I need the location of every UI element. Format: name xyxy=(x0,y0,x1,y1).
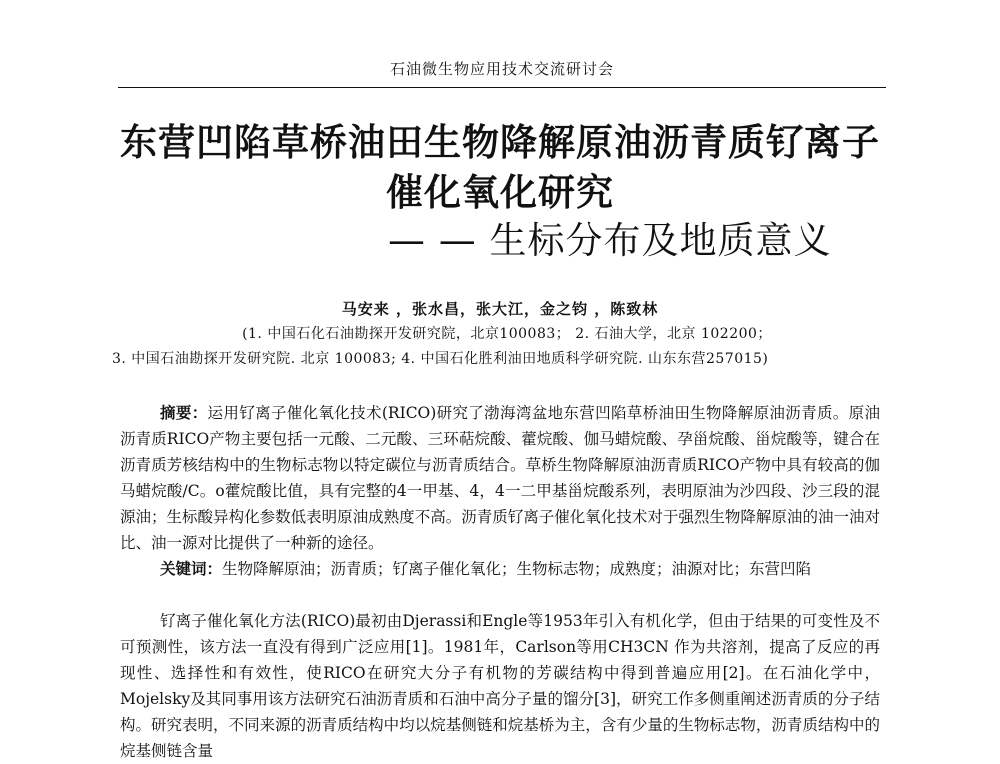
abstract-label: 摘要： xyxy=(160,404,208,422)
abstract xyxy=(120,400,880,556)
running-header: 石油微生物应用技术交流研讨会 xyxy=(118,58,886,88)
paper-subtitle: — — 生标分布及地质意义 xyxy=(388,219,832,262)
keywords-text: 生物降解原油；沥青质；钌离子催化氧化；生物标志物；成熟度；油源对比；东营凹陷 xyxy=(222,560,812,578)
keywords xyxy=(120,556,880,582)
affiliation-line-2: 3. 中国石油勘探开发研究院. 北京 100083; 4. 中国石化胜利油田地质科学研究院. 山东东营257015) xyxy=(112,351,769,367)
keywords-label: 关键词： xyxy=(160,560,223,578)
intro-paragraph: 钌离子催化氧化方法(RICO)最初由Djerassi和Engle等1953年引入有机化学，但由于结果的可变性及不可预测性，该方法一直没有得到广泛应用[1]。1981年，Carlson等用CH3CN 作为共溶剂，提高了反应的再现性、选择性和有效性，使RICO在研究大分子有机物的芳碳结构中得到普遍应用[2]。在石油化学中，Mojelsky及其同事用该方法研究石油沥青质和石油中高分子量的馏分[3]，研究工作多侧重阐述沥青质的分子结构。研究表明，不同来源的沥青质结构中均以烷基侧链和烷基桥为主，含有少量的生物标志物，沥青质结构中的烷基侧链含量 xyxy=(120,612,880,760)
abstract-text: 运用钌离子催化氧化技术(RICO)研究了渤海湾盆地东营凹陷草桥油田生物降解原油沥青质。原油沥青质RICO产物主要包括一元酸、二元酸、三环萜烷酸、藿烷酸、伽马蜡烷酸、孕甾烷酸、甾烷酸等，键合在沥青质芳核结构中的生物标志物以特定碳位与沥青质结合。草桥生物降解原油沥青质RICO产物中具有较高的伽马蜡烷酸/C。o藿烷酸比值，具有完整的4一甲基、4，4一二甲基甾烷酸系列，表明原油为沙四段、沙三段的混源油；生标酸异构化参数低表明原油成熟度不高。沥青质钌离子催化氧化技术对于强烈生物降解原油的油一油对比、油一源对比提供了一种新的途径。 xyxy=(120,404,880,552)
author-list: 马安来 ，张水昌，张大江，金之钧 ，陈致林 xyxy=(341,300,659,318)
paper-title-line-1: 东营凹陷草桥油田生物降解原油沥青质钌离子 xyxy=(120,121,880,164)
affiliation-line-1: (1. 中国石化石油勘探开发研究院，北京100083； 2. 石油大学，北京 102200； xyxy=(242,326,772,342)
paper-title-line-2: 催化氧化研究 xyxy=(386,171,614,214)
